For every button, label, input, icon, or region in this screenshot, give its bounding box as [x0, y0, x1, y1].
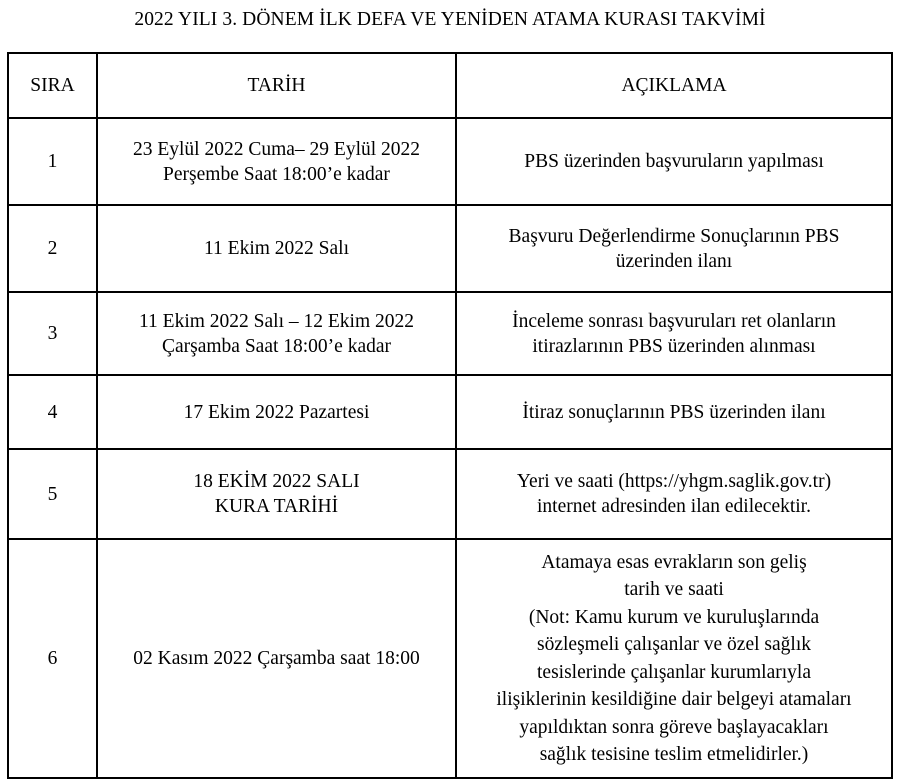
cell-aciklama-line: Yeri ve saati (https://yhgm.saglik.gov.tr)	[516, 471, 832, 492]
table-row	[8, 205, 892, 292]
cell-tarih	[97, 449, 456, 539]
cell-sira: 5	[8, 449, 97, 539]
cell-tarih-line: 17 Ekim 2022 Pazartesi	[183, 401, 370, 423]
cell-aciklama-line: sağlık tesisine teslim etmelidirler.)	[539, 744, 809, 765]
table-row	[8, 539, 892, 778]
cell-aciklama-line: tarih ve saati	[624, 579, 724, 600]
cell-tarih	[97, 292, 456, 375]
cell-tarih-line: KURA TARİHİ	[214, 496, 339, 517]
cell-aciklama	[456, 449, 892, 539]
cell-tarih-line: 18 EKİM 2022 SALI	[193, 471, 360, 492]
table-row	[8, 292, 892, 375]
header-aciklama: AÇIKLAMA	[456, 53, 892, 118]
cell-tarih-line: Çarşamba Saat 18:00’e kadar	[161, 335, 392, 357]
cell-aciklama	[456, 292, 892, 375]
cell-aciklama-line: üzerinden ilanı	[615, 250, 733, 272]
table-header-row	[8, 53, 892, 118]
header-sira: SIRA	[8, 53, 97, 118]
cell-aciklama	[456, 118, 892, 205]
cell-aciklama-line: ilişiklerinin kesildiğine dair belgeyi atamaları	[496, 689, 852, 710]
cell-aciklama-line: İtiraz sonuçlarının PBS üzerinden ilanı	[522, 401, 826, 423]
cell-tarih	[97, 539, 456, 778]
cell-aciklama-line: internet adresinden ilan edilecektir.	[537, 496, 811, 517]
cell-aciklama	[456, 205, 892, 292]
cell-aciklama-line: itirazlarının PBS üzerinden alınması	[532, 335, 816, 357]
page-title: 2022 YILI 3. DÖNEM İLK DEFA VE YENİDEN ATAMA KURASI TAKVİMİ	[134, 9, 766, 30]
cell-aciklama-line: tesislerinde çalışanlar kurumlarıyla	[537, 661, 811, 683]
cell-aciklama-line: İnceleme sonrası başvuruları ret olanların	[512, 310, 836, 332]
header-tarih: TARİH	[97, 53, 456, 118]
cell-aciklama-line: Atamaya esas evrakların son geliş	[541, 551, 807, 573]
cell-sira: 6	[8, 539, 97, 778]
cell-tarih-line: 11 Ekim 2022 Salı – 12 Ekim 2022	[139, 310, 414, 332]
cell-aciklama-line: yapıldıktan sonra göreve başlayacakları	[519, 716, 829, 738]
cell-aciklama-line: (Not: Kamu kurum ve kuruluşlarında	[528, 606, 820, 628]
cell-tarih-line: Perşembe Saat 18:00’e kadar	[163, 163, 390, 185]
cell-aciklama-line: PBS üzerinden başvuruların yapılması	[524, 151, 824, 172]
cell-sira: 3	[8, 292, 97, 375]
schedule-table	[7, 52, 893, 779]
cell-tarih	[97, 118, 456, 205]
table-row	[8, 375, 892, 449]
cell-tarih-line: 02 Kasım 2022 Çarşamba saat 18:00	[133, 648, 420, 669]
table-row	[8, 449, 892, 539]
cell-tarih	[97, 205, 456, 292]
cell-sira: 2	[8, 205, 97, 292]
cell-sira: 4	[8, 375, 97, 449]
cell-tarih-line: 23 Eylül 2022 Cuma– 29 Eylül 2022	[132, 138, 421, 160]
cell-tarih	[97, 375, 456, 449]
cell-aciklama-line: sözleşmeli çalışanlar ve özel sağlık	[537, 634, 811, 655]
cell-tarih-line: 11 Ekim 2022 Salı	[204, 238, 349, 259]
cell-aciklama-line: Başvuru Değerlendirme Sonuçlarının PBS	[508, 225, 840, 247]
cell-aciklama	[456, 375, 892, 449]
cell-aciklama	[456, 539, 892, 778]
table-row	[8, 118, 892, 205]
cell-sira: 1	[8, 118, 97, 205]
